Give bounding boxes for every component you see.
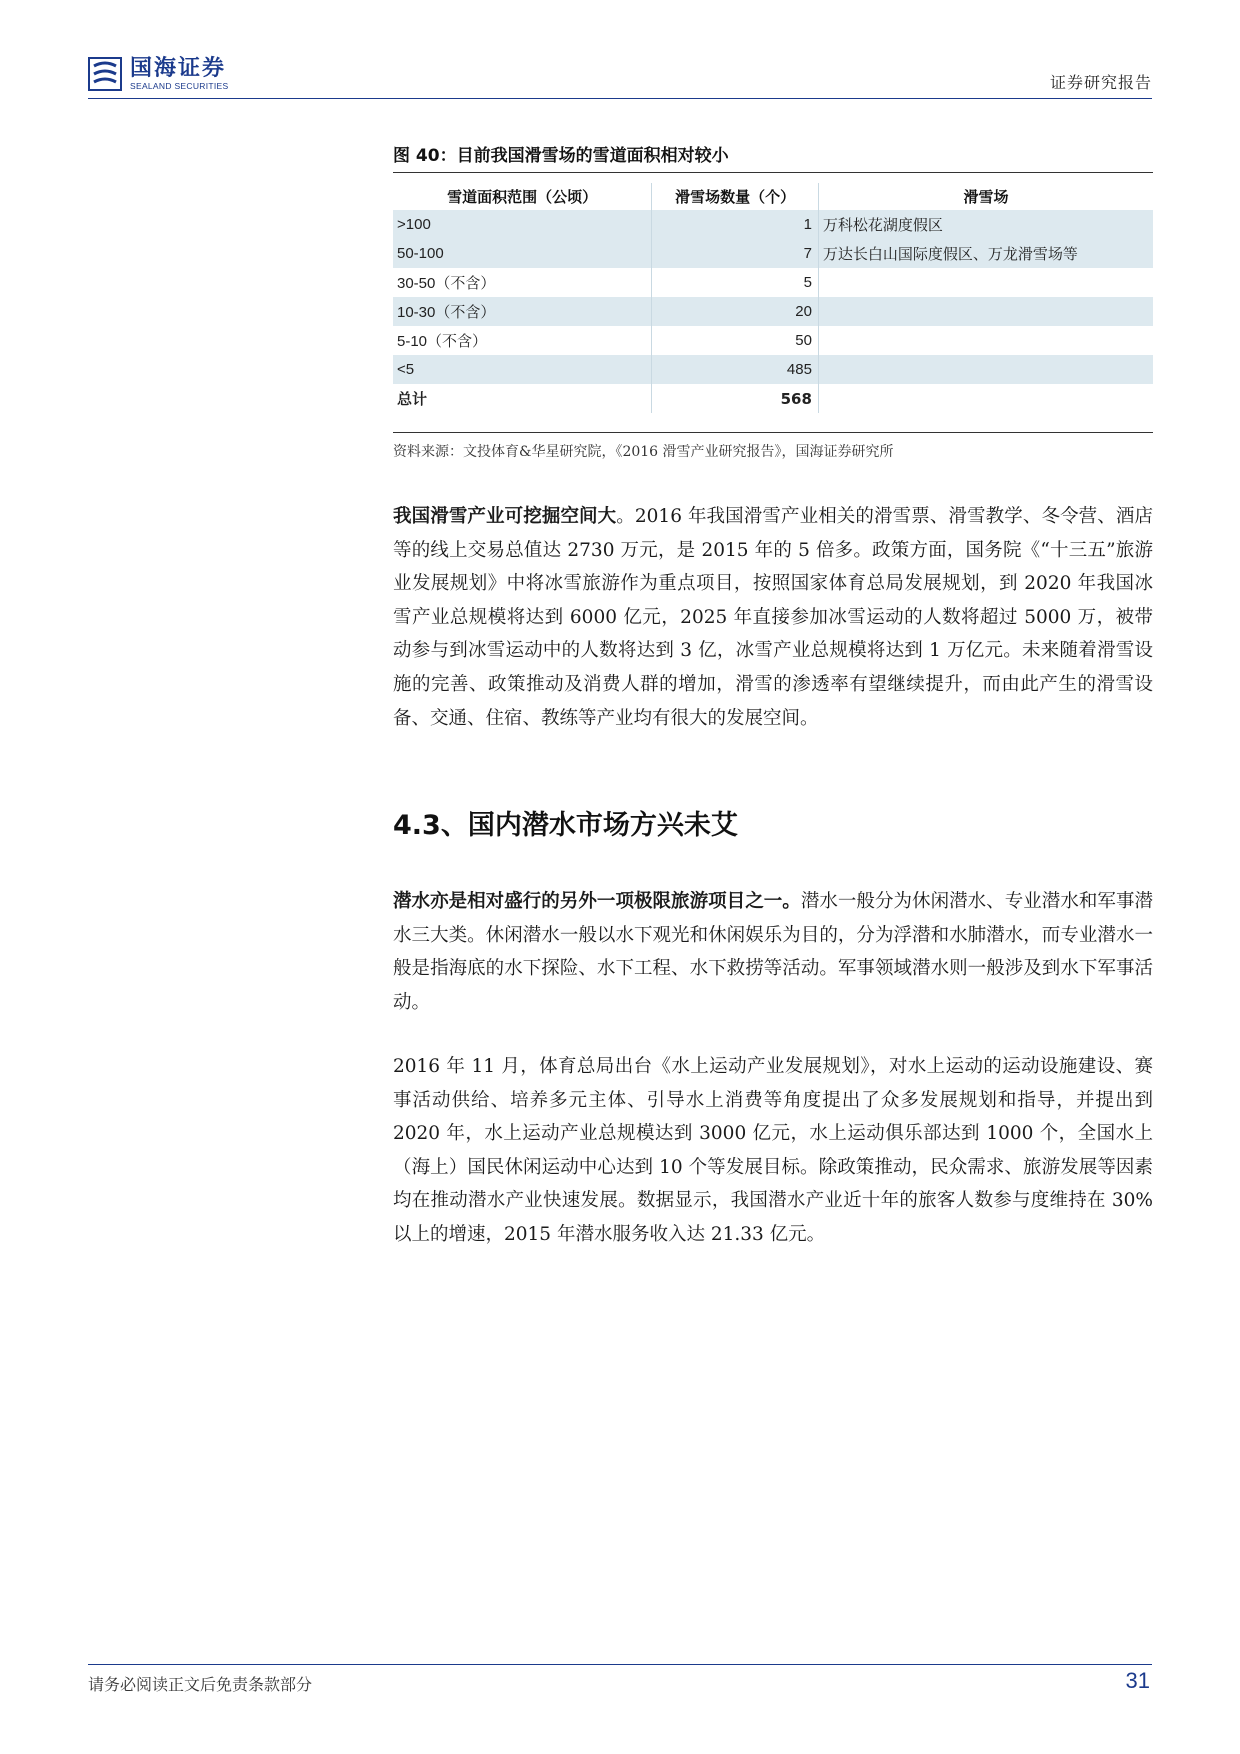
resort-count-cell: 485 — [652, 355, 819, 384]
table-row — [393, 297, 1153, 326]
page-number: 31 — [1125, 1668, 1150, 1693]
paragraph-text: 潜水一般分为休闲潜水、专业潜水和军事潜水三大类。休闲潜水一般以水下观光和休闲娱乐为目的，分为浮潜和水肺潜水，而专业潜水一般是指海底的水下探险、水下工程、水下救捞等活动。军事领域潜水则一般涉及到水下军事活动。 — [393, 891, 1153, 1013]
area-range-cell: 30-50（不含） — [393, 268, 652, 297]
figure-bottom-rule — [393, 432, 1153, 433]
paragraph-lead-bold: 潜水亦是相对盛行的另外一项极限旅游项目之一。 — [393, 891, 801, 912]
resort-count-cell: 5 — [652, 268, 819, 297]
resort-names-cell: 万达长白山国际度假区、万龙滑雪场等 — [818, 239, 1153, 268]
figure-top-rule — [393, 172, 1153, 173]
resort-count-cell: 20 — [652, 297, 819, 326]
table-header-row — [393, 183, 1153, 210]
total-count-cell: 568 — [652, 384, 819, 413]
total-resorts-cell — [818, 384, 1153, 413]
company-logo — [88, 54, 228, 94]
figure-source-note: 资料来源：文投体育&华星研究院，《2016 滑雪产业研究报告》，国海证券研究所 — [393, 444, 894, 460]
area-range-cell: 50-100 — [393, 239, 652, 268]
body-paragraph-diving-policy: 2016 年 11 月，体育总局出台《水上运动产业发展规划》，对水上运动的运动设施建设、赛事活动供给、培养多元主体、引导水上消费等角度提出了众多发展规划和指导，并提出到 2020 年，水上运动产业总规模达到 3000 亿元，水上运动俱乐部达到 1000 个，全国水上（海上）国民休闲运动中心达到 10 个等发展目标。除政策推动，民众需求、旅游发展等因素均在推动潜水产业快速发展。数据显示，我国潜水产业近十年的旅客人数参与度维持在 30%以上的增速，2015 年潜水服务收入达 21.33 亿元。 — [393, 1056, 1153, 1245]
resort-count-cell: 1 — [652, 210, 819, 239]
column-header-resort-count: 滑雪场数量（个） — [652, 183, 819, 210]
area-range-cell: <5 — [393, 355, 652, 384]
body-paragraph-ski-industry — [393, 500, 1153, 735]
ski-resort-table — [393, 183, 1153, 413]
paragraph-lead-bold: 我国滑雪产业可挖掘空间大 — [393, 506, 617, 527]
figure-title: 图 40：目前我国滑雪场的雪道面积相对较小 — [393, 146, 729, 166]
table-row — [393, 326, 1153, 355]
column-header-area-range: 雪道面积范围（公顷） — [393, 183, 652, 210]
header-divider — [88, 98, 1152, 99]
sealand-logo-icon — [88, 57, 122, 91]
resort-names-cell: 万科松花湖度假区 — [818, 210, 1153, 239]
logo-english-name: SEALAND SECURITIES — [130, 80, 229, 91]
resort-names-cell — [818, 297, 1153, 326]
logo-chinese-name: 国海证券 — [130, 55, 227, 81]
resort-names-cell — [818, 355, 1153, 384]
section-heading: 4.3、国内潜水市场方兴未艾 — [393, 810, 738, 841]
table-total-row — [393, 384, 1153, 413]
footer-divider — [88, 1664, 1152, 1665]
resort-count-cell: 50 — [652, 326, 819, 355]
paragraph-text: 。2016 年我国滑雪产业相关的滑雪票、滑雪教学、冬令营、酒店等的线上交易总值达 2730 万元，是 2015 年的 5 倍多。政策方面，国务院《“十三五”旅游业发展规划》中将冰雪旅游作为重点项目，按照国家体育总局发展规划，到 2020 年我国冰雪产业总规模将达到 6000 亿元，2025 年直接参加冰雪运动的人数将超过 5000 万，被带动参与到冰雪运动中的人数将达到 3 亿，冰雪产业总规模将达到 1 万亿元。未来随着滑雪设施的完善、政策推动及消费人群的增加，滑雪的渗透率有望继续提升，而由此产生的滑雪设备、交通、住宿、教练等产业均有很大的发展空间。 — [393, 506, 1153, 729]
table-row — [393, 268, 1153, 297]
total-label-cell: 总计 — [393, 384, 652, 413]
resort-names-cell — [818, 326, 1153, 355]
report-type-label: 证券研究报告 — [1049, 73, 1152, 92]
table-row — [393, 355, 1153, 384]
area-range-cell: 10-30（不含） — [393, 297, 652, 326]
table-row — [393, 210, 1153, 239]
table-row — [393, 239, 1153, 268]
column-header-resorts: 滑雪场 — [963, 188, 1009, 206]
area-range-cell: 5-10（不含） — [393, 326, 652, 355]
disclaimer-note: 请务必阅读正文后免责条款部分 — [88, 1675, 313, 1694]
body-paragraph-diving-intro — [393, 885, 1153, 1019]
resort-names-cell — [818, 268, 1153, 297]
resort-count-cell: 7 — [652, 239, 819, 268]
area-range-cell: >100 — [393, 210, 652, 239]
